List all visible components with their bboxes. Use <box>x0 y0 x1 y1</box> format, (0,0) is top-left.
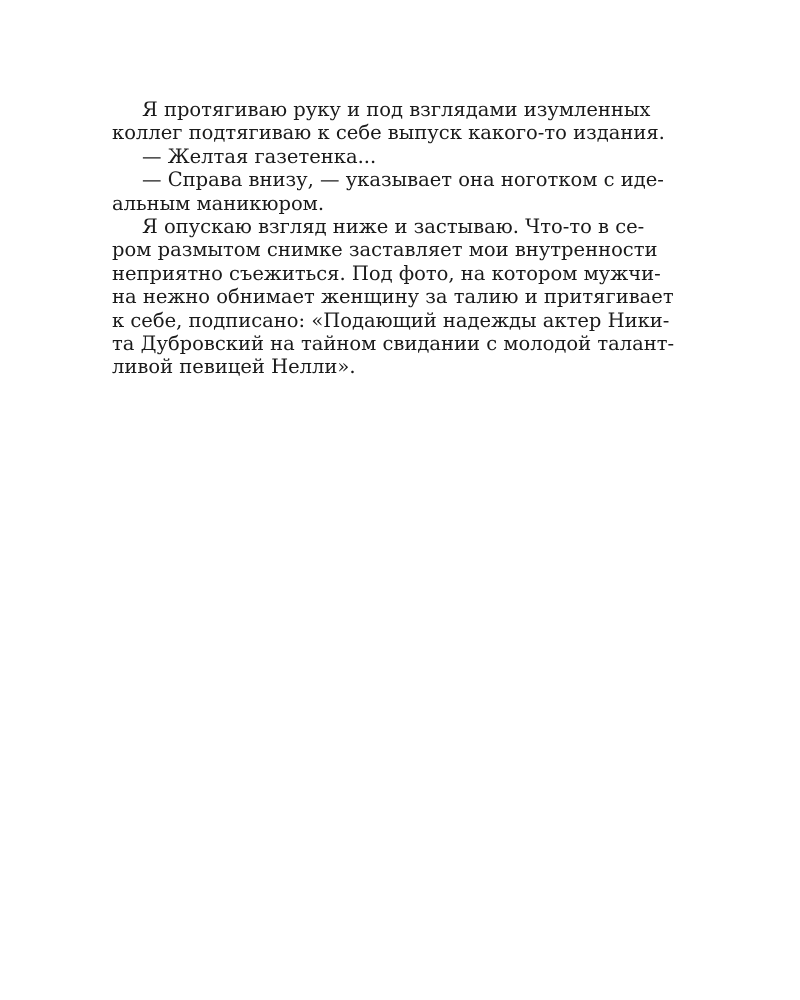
text-line: ливой певицей Нелли». <box>112 355 356 379</box>
dialogue-line: — Желтая газетенка... <box>142 144 377 168</box>
dialogue-line: — Справа внизу, — указывает она ноготком с иде- <box>142 168 664 192</box>
text-line: коллег подтягиваю к себе выпуск какого-то издания. <box>112 121 665 145</box>
text-line: та Дубровский на тайном свидании с молодой талант- <box>112 331 675 355</box>
body-text <box>112 98 675 379</box>
text-line: Я опускаю взгляд ниже и застываю. Что-то в се- <box>142 214 645 238</box>
text-line: неприятно съежиться. Под фото, на котором мужчи- <box>112 261 661 285</box>
text-line: ром размытом снимке заставляет мои внутренности <box>112 238 658 262</box>
text-line: Я протягиваю руку и под взглядами изумленных <box>142 98 651 121</box>
text-line: альным маникюром. <box>112 191 325 215</box>
text-line: к себе, подписано: «Подающий надежды актер Ники- <box>112 308 670 332</box>
text-line: на нежно обнимает женщину за талию и притягивает <box>112 285 674 309</box>
